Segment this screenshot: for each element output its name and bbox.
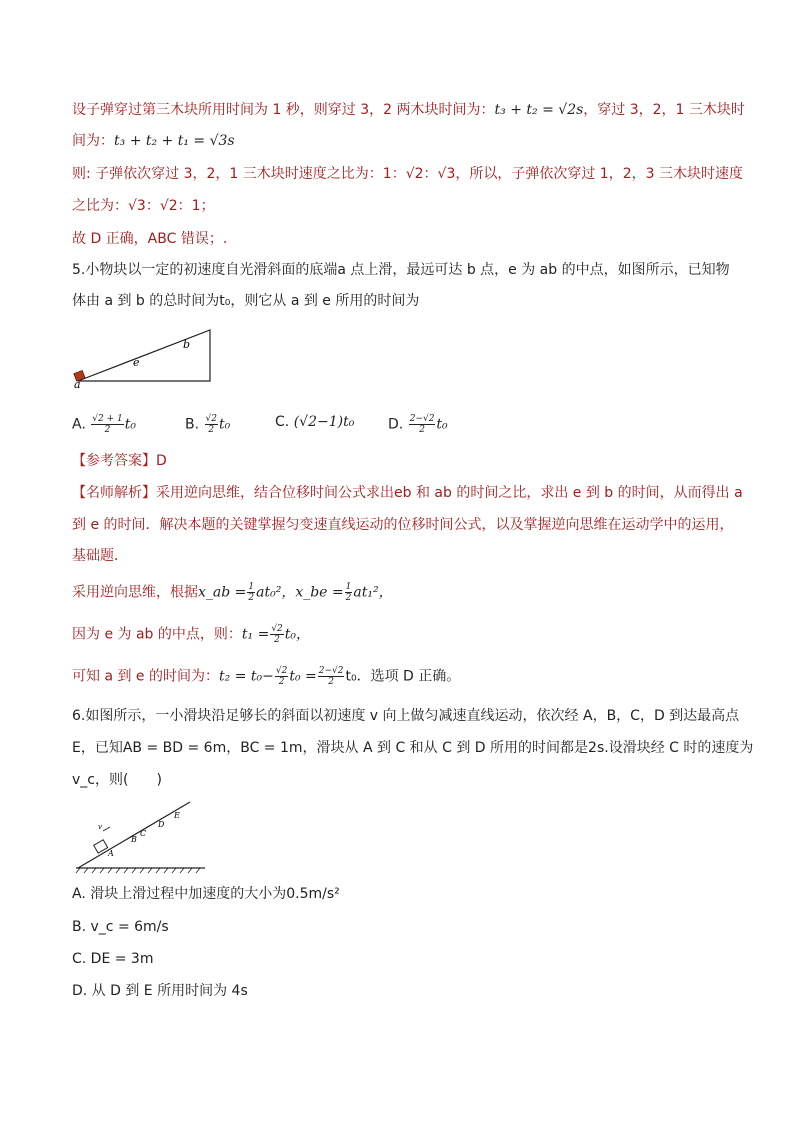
solution-text: ，穿过 3，2，1 三木块时 xyxy=(583,102,745,118)
q6-stem-line-1: 6.如图所示，一小滑块沿足够长的斜面以初速度 v 向上做匀减速直线运动，依次经 A，B，C，D 到达最高点 xyxy=(72,708,740,724)
q5-analysis-line-1: 【名师解析】采用逆向思维，结合位移时间公式求出eb 和 ab 的时间之比，求出 e 到 b 的时间，从而得出 a xyxy=(72,485,743,501)
option-tail: t₀ xyxy=(124,416,136,433)
q5-step-1 xyxy=(72,582,732,603)
q6-option-d[interactable]: D. 从 D 到 E 所用时间为 4s xyxy=(72,983,248,999)
q5-option-d[interactable] xyxy=(388,414,448,435)
option-label: B. xyxy=(185,416,200,433)
solution-line-3: 则: 子弹依次穿过 3，2，1 三木块时速度之比为：1：√2：√3，所以，子弹依次穿过 1，2，3 三木块时速度 xyxy=(72,166,743,182)
q5-stem-line-1: 5.小物块以一定的初速度自光滑斜面的底端a 点上滑，最远可达 b 点，e 为 ab 的中点，如图所示，已知物 xyxy=(72,262,730,278)
q6-option-b[interactable]: B. v_c = 6m/s xyxy=(72,919,169,935)
fraction: $\frac{2-√2}{2}$ xyxy=(409,414,435,435)
solution-line-4: 之比为：√3：√2：1； xyxy=(72,198,215,214)
label-a: a xyxy=(74,378,81,390)
label-B: B xyxy=(131,835,137,844)
fraction: $\frac{1}{2}$ xyxy=(248,582,255,603)
ground-hatching xyxy=(76,868,200,873)
fraction: $\frac{1}{2}$ xyxy=(345,582,352,603)
q5-option-c[interactable] xyxy=(275,414,354,430)
q5-analysis-line-2: 到 e 的时间．解决本题的关键掌握匀变速直线运动的位移时间公式，以及掌握逆向思维在运动学中的运用， xyxy=(72,517,734,533)
step-formula: t₀， xyxy=(284,626,311,643)
solution-line-1 xyxy=(72,100,745,120)
fraction: $\frac{√2}{2}$ xyxy=(275,666,288,687)
fraction: $\frac{√2}{2}$ xyxy=(271,624,283,645)
label-b: b xyxy=(183,338,191,351)
label-D: D xyxy=(158,820,165,829)
velocity-arrow xyxy=(103,827,110,831)
label-C: C xyxy=(140,829,147,838)
solution-line-5: 故 D 正确，ABC 错误；. xyxy=(72,231,228,247)
step-text: 因为 e 为 ab 的中点，则： xyxy=(72,626,242,643)
q5-incline-figure xyxy=(70,326,220,390)
option-label: C. xyxy=(275,414,290,430)
q5-option-a[interactable] xyxy=(72,414,136,435)
label-A: A xyxy=(108,849,114,858)
step-text: t₀．选项 D 正确。 xyxy=(345,668,461,685)
option-text: (√2−1)t₀ xyxy=(293,414,355,430)
option-tail: t₀ xyxy=(436,416,448,433)
option-label: A. xyxy=(72,416,86,433)
option-label: D. xyxy=(388,416,404,433)
option-tail: t₀ xyxy=(218,416,231,433)
label-v: v xyxy=(98,823,102,831)
q5-step-2 xyxy=(72,624,732,645)
solution-text: 设子弹穿过第三木块所用时间为 1 秒，则穿过 3，2 两木块时间为： xyxy=(72,102,495,118)
step-formula: t₀ = xyxy=(289,668,317,685)
step-text: 可知 a 到 e 的时间为： xyxy=(72,668,219,685)
step-formula: at₁²， xyxy=(353,584,393,601)
solution-formula: t₃ + t₂ = √2s xyxy=(494,102,584,118)
step-text: 采用逆向思维，根据 xyxy=(72,584,198,601)
step-formula: t₂ = t₀− xyxy=(219,668,274,685)
q5-answer: 【参考答案】D xyxy=(72,453,167,469)
solution-text: 间为： xyxy=(72,133,114,149)
label-E: E xyxy=(174,811,180,820)
fraction: $\frac{√2}{2}$ xyxy=(205,414,217,435)
q6-option-a[interactable]: A. 滑块上滑过程中加速度的大小为0.5m/s² xyxy=(72,886,340,902)
q6-incline-figure xyxy=(70,798,210,876)
step-formula: t₁ = xyxy=(241,626,270,643)
q5-option-b[interactable] xyxy=(185,414,230,435)
solution-line-2 xyxy=(72,131,732,151)
q5-stem-line-2: 体由 a 到 b 的总时间为t₀，则它从 a 到 e 所用的时间为 xyxy=(72,293,420,309)
step-formula: x_ab = xyxy=(198,584,247,601)
q6-stem-line-2: E，已知AB = BD = 6m，BC = 1m，滑块从 A 到 C 和从 C 到 D 所用的时间都是2s.设滑块经 C 时的速度为 xyxy=(72,740,754,756)
label-e: e xyxy=(133,356,140,369)
incline-triangle xyxy=(78,330,210,381)
q5-step-3 xyxy=(72,666,732,687)
step-formula: at₀²，x_be = xyxy=(256,584,344,601)
q6-stem-line-3: v_c，则( ) xyxy=(72,772,162,788)
q6-option-c[interactable]: C. DE = 3m xyxy=(72,951,154,967)
solution-formula: t₃ + t₂ + t₁ = √3s xyxy=(114,133,235,149)
fraction: $\frac{2-√2}{2}$ xyxy=(318,666,344,687)
fraction: $\frac{√2 + 1}{2}$ xyxy=(92,414,123,435)
q5-analysis-line-3: 基础题． xyxy=(72,548,128,564)
